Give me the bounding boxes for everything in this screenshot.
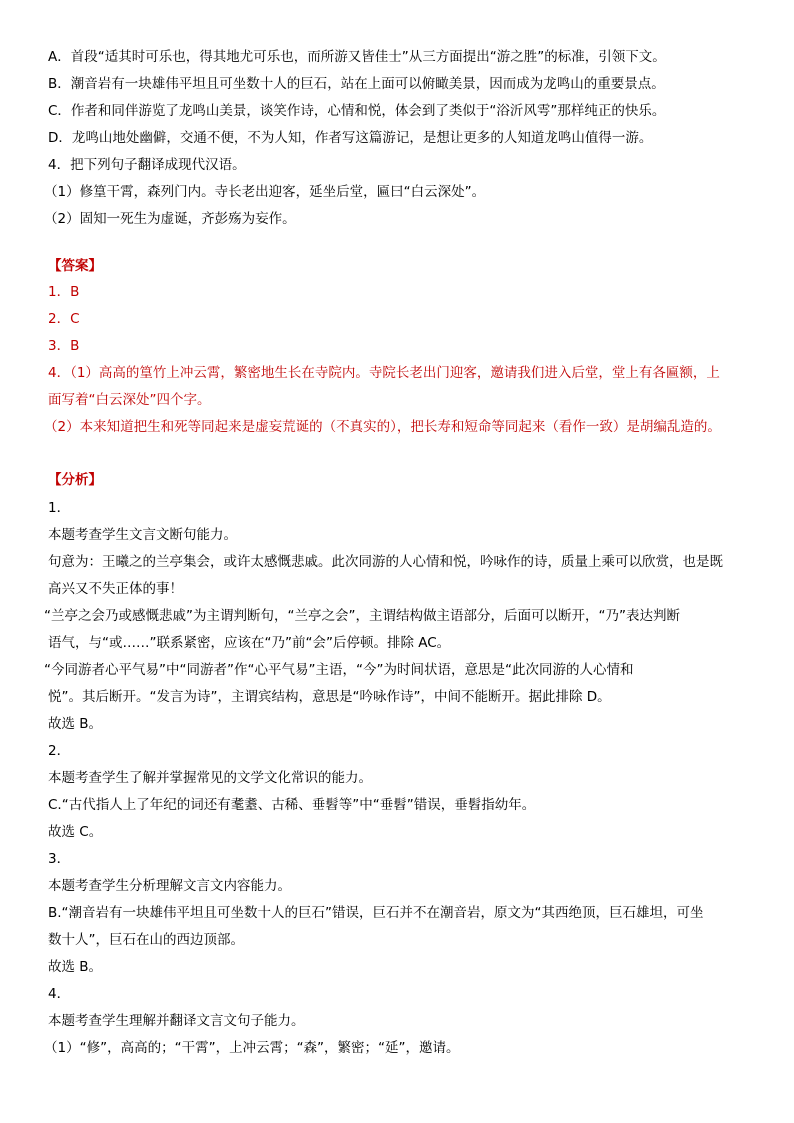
analysis-line: 语气，与“或……”联系紧密，应该在“乃”前“会”后停顿。排除 AC。 [48,635,451,651]
analysis-line: 本题考查学生分析理解文言文内容能力。 [48,878,291,894]
analysis-line: C.“古代指人上了年纪的词还有耄耋、古稀、垂髫等”中“垂髫”错误，垂髫指幼年。 [48,797,536,813]
analysis-line: 本题考查学生文言文断句能力。 [48,527,237,543]
analysis-line: 2． [48,743,71,759]
analysis-line: B.“潮音岩有一块雄伟平坦且可坐数十人的巨石”错误，巨石并不在潮音岩，原文为“其西绝顶，巨石雄坦，可坐 [48,905,704,921]
question-4-item-1: （1）修篁干霄，森列门内。寺长老出迎客，延坐后堂，匾曰“白云深处”。 [44,184,486,200]
answer-4-line-1: 4．（1）高高的篁竹上冲云霄，繁密地生长在寺院内。寺院长老出门迎客，邀请我们进入后堂，堂上有各匾额，上 [48,365,720,381]
analysis-line: 句意为：王曦之的兰亭集会，或许太感慨悲戚。此次同游的人心情和悦，吟咏作的诗，质量上乘可以欣赏，也是既 [48,554,723,570]
answer-3: 3．B [48,338,80,354]
analysis-line: 本题考查学生理解并翻译文言文句子能力。 [48,1013,305,1029]
answer-2: 2．C [48,311,80,327]
analysis-line: 故选 B。 [48,959,103,975]
analysis-line: “兰亭之会乃或感慨悲戚”为主谓判断句，“兰亭之会”，主谓结构做主语部分，后面可以断开，“乃”表达判断 [44,608,680,624]
analysis-line: 悦”。其后断开。“发言为诗”，主谓宾结构，意思是“吟咏作诗”，中间不能断开。据此排除 D。 [48,689,611,705]
answer-4-line-2: 面写着“白云深处”四个字。 [48,392,211,408]
answer-4-line-3: （2）本来知道把生和死等同起来是虚妄荒诞的（不真实的），把长寿和短命等同起来（看作一致）是胡编乱造的。 [44,419,721,435]
option-c: C．作者和同伴游览了龙鸣山美景，谈笑作诗，心情和悦，体会到了类似于“浴沂风雩”那样纯正的快乐。 [48,103,666,119]
option-b: B．潮音岩有一块雄伟平坦且可坐数十人的巨石，站在上面可以俯瞰美景，因而成为龙鸣山的重要景点。 [48,76,665,92]
analysis-line: 故选 C。 [48,824,103,840]
answer-1: 1．B [48,284,80,300]
analysis-line: 高兴又不失正体的事！ [48,581,183,597]
option-a: A．首段“适其时可乐也，得其地尤可乐也，而所游又皆佳士”从三方面提出“游之胜”的标准，引领下文。 [48,49,666,65]
analysis-line: “今同游者心平气易”中“同游者”作“心平气易”主语，“今”为时间状语，意思是“此次同游的人心情和 [44,662,634,678]
analysis-line: 1． [48,500,71,516]
analysis-line: 3． [48,851,71,867]
analysis-line: 本题考查学生了解并掌握常见的文学文化常识的能力。 [48,770,372,786]
question-4-title: 4．把下列句子翻译成现代汉语。 [48,157,246,173]
analysis-line: 故选 B。 [48,716,103,732]
question-4-item-2: （2）固知一死生为虚诞，齐彭殇为妄作。 [44,211,296,227]
analysis-heading: 【分析】 [48,472,102,488]
analysis-line: （1）“修”，高高的；“干霄”，上冲云霄；“森”，繁密；“延”，邀请。 [44,1040,460,1056]
analysis-line: 4． [48,986,71,1002]
option-d: D．龙鸣山地处幽僻，交通不便，不为人知，作者写这篇游记，是想让更多的人知道龙鸣山值得一游。 [48,130,653,146]
analysis-line: 数十人”，巨石在山的西边顶部。 [48,932,244,948]
answer-heading: 【答案】 [48,258,102,274]
